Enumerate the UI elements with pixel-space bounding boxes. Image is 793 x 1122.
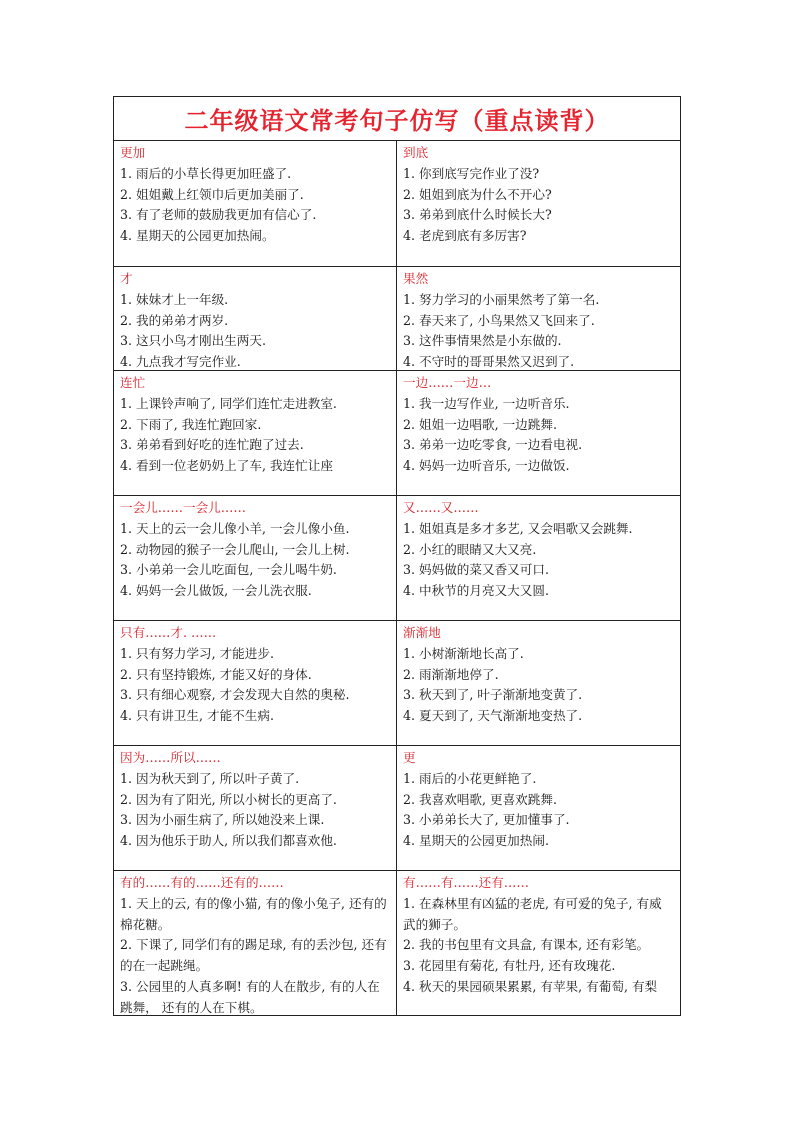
example-sentence: 2. 姐姐到底为什么不开心? <box>403 186 552 202</box>
example-sentence: 3. 弟弟看到好吃的连忙跑了过去. <box>120 437 304 453</box>
example-sentence: 3. 这只小鸟才刚出生两天. <box>120 333 266 349</box>
table-row <box>114 371 680 496</box>
table-cell <box>397 371 680 495</box>
example-sentence: 2. 我的书包里有文具盒, 有课本, 还有彩笔。 <box>403 937 650 953</box>
sentence-pattern-heading: 渐渐地 <box>403 625 441 640</box>
example-sentence: 2. 下雨了, 我连忙跑回家. <box>120 416 262 432</box>
example-sentence: 4. 妈妈一边听音乐, 一边做饭. <box>403 458 570 474</box>
example-sentence: 1. 天上的云, 有的像小猫, 有的像小兔子, 还有的棉花糖。 <box>120 895 387 932</box>
example-sentence: 1. 只有努力学习, 才能进步. <box>120 645 274 661</box>
example-sentence: 1. 雨后的小草长得更加旺盛了. <box>120 165 292 181</box>
example-sentence: 3. 秋天到了, 叶子渐渐地变黄了. <box>403 687 583 703</box>
example-sentence: 2. 小红的眼睛又大又亮. <box>403 541 537 557</box>
example-sentence: 3. 因为小丽生病了, 所以她没来上课. <box>120 812 325 828</box>
example-sentence: 1. 你到底写完作业了没? <box>403 165 540 181</box>
table-row <box>114 267 680 371</box>
example-sentence: 2. 雨渐渐地停了. <box>403 666 499 682</box>
sentence-pattern-heading: 有的……有的……还有的…… <box>120 875 284 890</box>
example-sentence: 1. 姐姐真是多才多艺, 又会唱歌又会跳舞. <box>403 520 633 536</box>
example-sentence: 4. 老虎到底有多厉害? <box>403 228 527 244</box>
example-sentence: 1. 我一边写作业, 一边听音乐. <box>403 395 570 411</box>
example-sentence: 3. 这件事情果然是小东做的. <box>403 333 562 349</box>
example-sentence: 4. 星期天的公园更加热闹。 <box>120 228 275 244</box>
example-sentence: 1. 努力学习的小丽果然考了第一名. <box>403 291 600 307</box>
example-sentence: 3. 公园里的人真多啊! 有的人在散步, 有的人在跳舞， 还有的人在下棋。 <box>120 978 380 1015</box>
table-cell <box>114 746 397 870</box>
sentence-pattern-heading: 到底 <box>403 145 429 160</box>
example-sentence: 2. 我喜欢唱歌, 更喜欢跳舞. <box>403 791 557 807</box>
example-sentence: 4. 妈妈一会儿做饭, 一会儿洗衣服. <box>120 583 312 599</box>
example-sentence: 4. 星期天的公园更加热闹. <box>403 833 549 849</box>
example-sentence: 3. 花园里有菊花, 有牡丹, 还有玫瑰花. <box>403 958 616 974</box>
example-sentence: 2. 因为有了阳光, 所以小树长的更高了. <box>120 791 337 807</box>
example-sentence: 1. 在森林里有凶猛的老虎, 有可爱的兔子, 有威武的狮子。 <box>403 895 662 932</box>
example-sentence: 2. 下课了, 同学们有的踢足球, 有的丢沙包, 还有的在一起跳绳。 <box>120 937 387 974</box>
table-cell <box>397 141 680 266</box>
example-sentence: 2. 我的弟弟才两岁. <box>120 312 229 328</box>
sentence-pattern-heading: 果然 <box>403 271 429 286</box>
table-cell <box>397 621 680 745</box>
table-row <box>114 871 680 1016</box>
table-row <box>114 746 680 871</box>
table-cell <box>397 746 680 870</box>
example-sentence: 2. 动物园的猴子一会儿爬山, 一会儿上树. <box>120 541 350 557</box>
example-sentence: 4. 中秋节的月亮又大又圆. <box>403 583 549 599</box>
sentence-pattern-heading: 才 <box>120 271 133 286</box>
table-row <box>114 141 680 267</box>
example-sentence: 4. 不守时的哥哥果然又迟到了. <box>403 354 575 370</box>
example-sentence: 1. 天上的云一会儿像小羊, 一会儿像小鱼. <box>120 520 350 536</box>
sentence-pattern-heading: 一会儿……一会儿…… <box>120 500 246 515</box>
example-sentence: 4. 夏天到了, 天气渐渐地变热了. <box>403 708 583 724</box>
example-sentence: 4. 秋天的果园硕果累累, 有苹果, 有葡萄, 有梨 <box>403 978 658 994</box>
example-sentence: 2. 姐姐一边唱歌, 一边跳舞. <box>403 416 557 432</box>
example-sentence: 2. 姐姐戴上红领巾后更加美丽了. <box>120 186 304 202</box>
table-cell <box>114 621 397 745</box>
example-sentence: 3. 小弟弟长大了, 更加懂事了. <box>403 812 570 828</box>
table-cell <box>397 871 680 1016</box>
example-sentence: 3. 有了老师的鼓励我更加有信心了. <box>120 207 317 223</box>
sentence-pattern-heading: 一边……一边… <box>403 375 492 390</box>
worksheet-table <box>113 96 681 1016</box>
table-cell <box>114 267 397 370</box>
table-row <box>114 621 680 746</box>
example-sentence: 3. 妈妈做的菜又香又可口. <box>403 562 549 578</box>
table-cell <box>114 871 397 1016</box>
sentence-pattern-heading: 因为……所以…… <box>120 750 221 765</box>
example-sentence: 1. 妹妹才上一年级. <box>120 291 229 307</box>
example-sentence: 2. 春天来了, 小鸟果然又飞回来了. <box>403 312 595 328</box>
example-sentence: 2. 只有坚持锻炼, 才能又好的身体. <box>120 666 312 682</box>
sentence-pattern-heading: 更加 <box>120 145 146 160</box>
sentence-pattern-heading: 更 <box>403 750 416 765</box>
example-sentence: 4. 九点我才写完作业. <box>120 354 241 370</box>
example-sentence: 4. 因为他乐于助人, 所以我们都喜欢他. <box>120 833 337 849</box>
example-sentence: 3. 弟弟一边吃零食, 一边看电视. <box>403 437 583 453</box>
sentence-pattern-heading: 只有……才. …… <box>120 625 217 640</box>
example-sentence: 4. 只有讲卫生, 才能不生病. <box>120 708 274 724</box>
example-sentence: 3. 只有细心观察, 才会发现大自然的奥秘. <box>120 687 350 703</box>
table-cell <box>114 371 397 495</box>
table-cell <box>114 496 397 620</box>
example-sentence: 3. 小弟弟一会儿吃面包, 一会儿喝牛奶. <box>120 562 337 578</box>
sentence-pattern-heading: 连忙 <box>120 375 146 390</box>
example-sentence: 1. 小树渐渐地长高了. <box>403 645 524 661</box>
table-cell <box>397 267 680 370</box>
example-sentence: 4. 看到一位老奶奶上了车, 我连忙让座 <box>120 458 333 474</box>
table-cell <box>114 141 397 266</box>
example-sentence: 1. 因为秋天到了, 所以叶子黄了. <box>120 770 300 786</box>
example-sentence: 1. 上课铃声响了, 同学们连忙走进教室. <box>120 395 337 411</box>
table-row <box>114 496 680 621</box>
example-sentence: 1. 雨后的小花更鲜艳了. <box>403 770 537 786</box>
page-title: 二年级语文常考句子仿写（重点读背） <box>114 97 680 141</box>
example-sentence: 3. 弟弟到底什么时候长大? <box>403 207 552 223</box>
sentence-pattern-heading: 又……又…… <box>403 500 479 515</box>
table-body <box>114 141 680 1016</box>
table-cell <box>397 496 680 620</box>
sentence-pattern-heading: 有……有……还有…… <box>403 875 529 890</box>
